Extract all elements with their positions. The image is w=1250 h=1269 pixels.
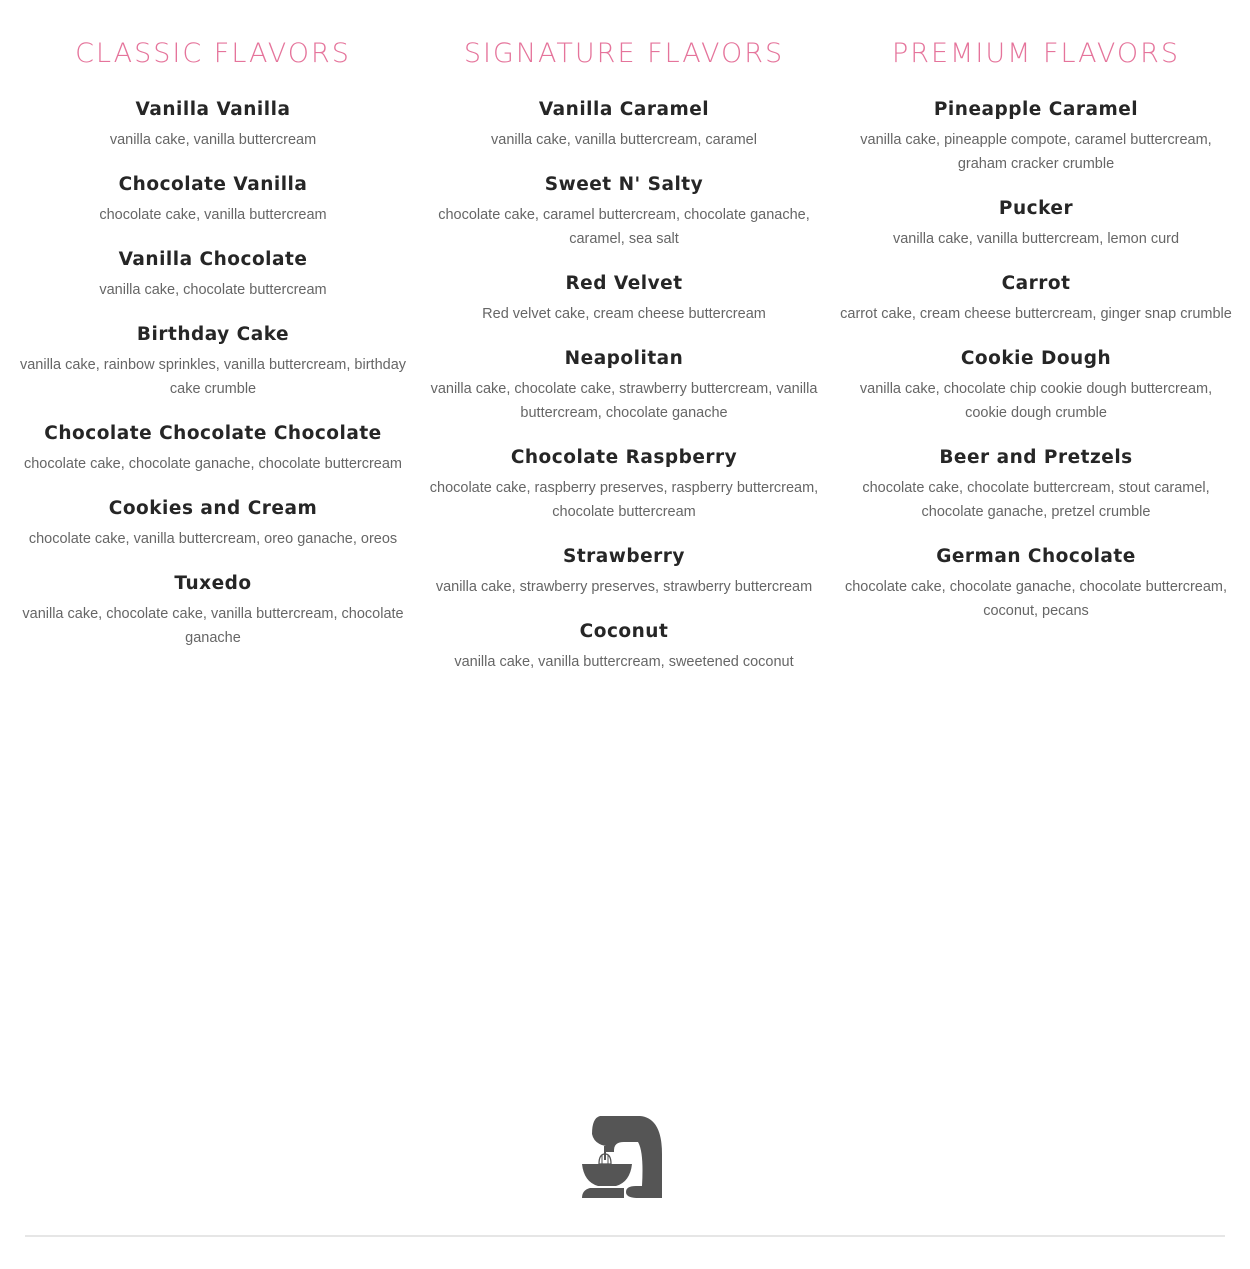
flavor-description: chocolate cake, chocolate buttercream, stout caramel, chocolate ganache, pretzel crumble: [862, 480, 1210, 520]
flavor-description: chocolate cake, raspberry preserves, raspberry buttercream, chocolate buttercream: [429, 480, 819, 520]
flavor-description: chocolate cake, chocolate ganache, chocolate buttercream: [23, 456, 403, 472]
flavor-name: Beer and Pretzels: [939, 447, 1133, 468]
flavor-item: [12, 171, 414, 227]
flavor-description: vanilla cake, vanilla buttercream, sweetened coconut: [454, 654, 794, 670]
flavor-name: Vanilla Chocolate: [118, 249, 308, 270]
flavor-name: Vanilla Caramel: [538, 99, 710, 120]
footer-divider: [25, 1235, 1225, 1237]
flavor-description: vanilla cake, chocolate cake, strawberry buttercream, vanilla buttercream, chocolate ganache: [430, 381, 818, 421]
column-title: CLASSIC FLAVORS: [75, 38, 351, 69]
flavor-item: [12, 96, 414, 152]
flavor-item: [423, 171, 825, 251]
flavor-description: vanilla cake, pineapple compote, caramel buttercream, graham cracker crumble: [860, 132, 1212, 172]
flavor-name: Chocolate Raspberry: [510, 447, 738, 468]
flavor-item: [834, 96, 1238, 176]
flavor-item: [423, 270, 825, 326]
flavor-description: vanilla cake, chocolate buttercream: [99, 282, 327, 298]
flavor-item: [423, 444, 825, 524]
flavor-description: chocolate cake, caramel buttercream, chocolate ganache, caramel, sea salt: [438, 207, 810, 247]
flavor-name: Carrot: [1001, 273, 1071, 294]
flavor-description: vanilla cake, vanilla buttercream, lemon curd: [892, 231, 1180, 247]
signature-flavors-column: [423, 38, 825, 693]
flavor-name: Pucker: [998, 198, 1074, 219]
flavor-name: Vanilla Vanilla: [135, 99, 291, 120]
flavor-name: Chocolate Vanilla: [118, 174, 308, 195]
flavor-item: [423, 345, 825, 425]
flavor-item: [834, 345, 1238, 425]
flavor-item: [12, 246, 414, 302]
flavor-description: vanilla cake, strawberry preserves, strawberry buttercream: [435, 579, 813, 595]
flavor-item: [834, 444, 1238, 524]
flavor-item: [12, 495, 414, 551]
flavor-item: [834, 195, 1238, 251]
flavor-description: vanilla cake, chocolate cake, vanilla buttercream, chocolate ganache: [22, 606, 404, 646]
flavor-description: carrot cake, cream cheese buttercream, ginger snap crumble: [840, 306, 1232, 322]
flavor-name: Coconut: [579, 621, 669, 642]
flavor-item: [12, 570, 414, 650]
premium-flavors-column: [834, 38, 1238, 642]
column-title: PREMIUM FLAVORS: [891, 38, 1181, 69]
flavor-name: Neapolitan: [564, 348, 684, 369]
stand-mixer-icon: [580, 1112, 668, 1200]
flavor-description: vanilla cake, rainbow sprinkles, vanilla buttercream, birthday cake crumble: [19, 357, 407, 397]
flavor-name: Strawberry: [563, 546, 685, 567]
flavor-description: chocolate cake, vanilla buttercream, oreo ganache, oreos: [28, 531, 398, 547]
flavor-item: [12, 321, 414, 401]
flavor-item: [12, 420, 414, 476]
flavor-description: Red velvet cake, cream cheese buttercream: [482, 306, 766, 322]
flavor-name: Birthday Cake: [136, 324, 290, 345]
flavor-description: chocolate cake, chocolate ganache, chocolate buttercream, coconut, pecans: [844, 579, 1228, 619]
flavor-description: chocolate cake, vanilla buttercream: [99, 207, 327, 223]
column-title: SIGNATURE FLAVORS: [463, 38, 785, 69]
flavor-name: Sweet N' Salty: [544, 174, 704, 195]
flavor-name: Chocolate Chocolate Chocolate: [44, 423, 382, 444]
flavor-name: Pineapple Caramel: [933, 99, 1139, 120]
flavor-name: German Chocolate: [936, 546, 1136, 567]
flavor-description: vanilla cake, vanilla buttercream: [109, 132, 317, 148]
classic-flavors-column: [12, 38, 414, 669]
flavor-description: vanilla cake, vanilla buttercream, caramel: [491, 132, 757, 148]
flavor-name: Red Velvet: [565, 273, 683, 294]
flavor-item: [423, 618, 825, 674]
flavor-item: [423, 96, 825, 152]
flavor-item: [423, 543, 825, 599]
flavor-item: [834, 543, 1238, 623]
flavor-name: Tuxedo: [174, 573, 252, 594]
flavor-name: Cookie Dough: [960, 348, 1112, 369]
flavor-item: [834, 270, 1238, 326]
flavor-description: vanilla cake, chocolate chip cookie dough buttercream, cookie dough crumble: [859, 381, 1213, 421]
flavor-name: Cookies and Cream: [108, 498, 318, 519]
